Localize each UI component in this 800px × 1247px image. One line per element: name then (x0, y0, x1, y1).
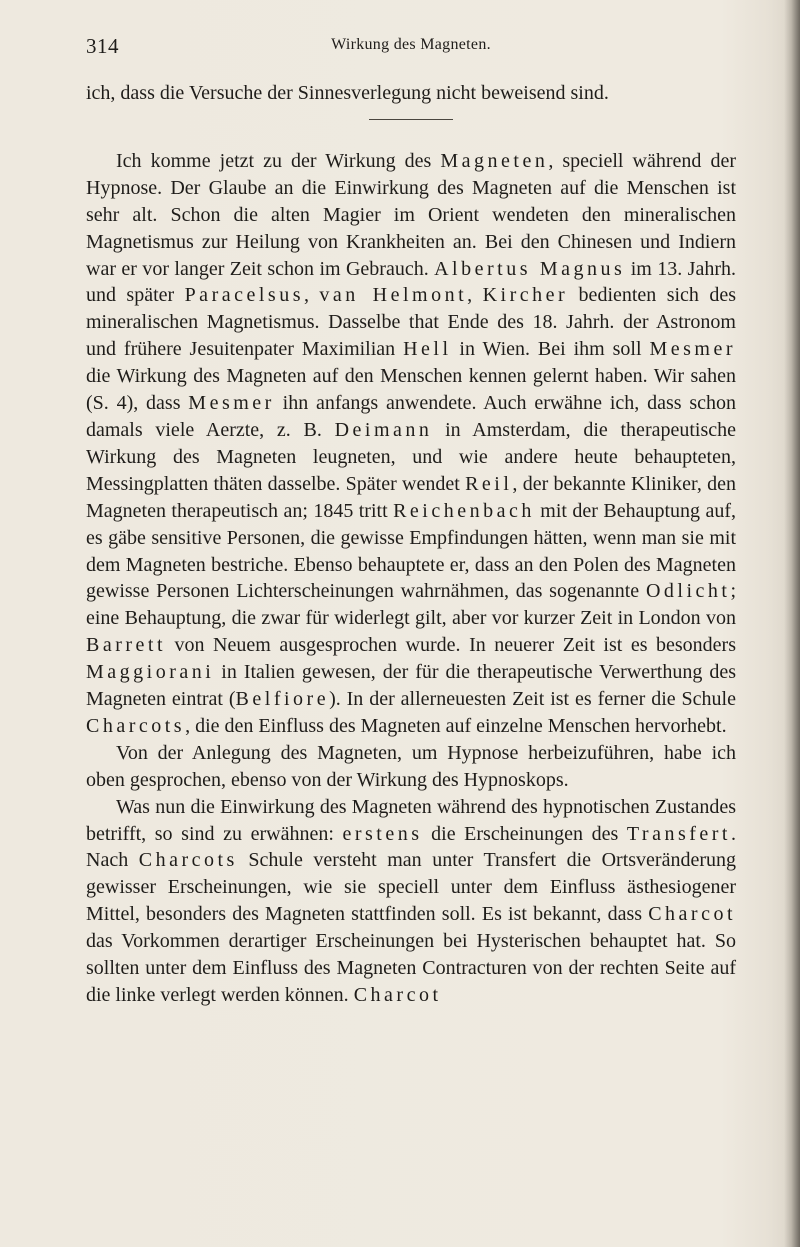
text-run: ). In der allerneuesten Zeit ist es ferner die Schule (329, 688, 736, 711)
name-charcots: Charcots (138, 849, 238, 872)
term-odlicht: Odlicht (645, 580, 731, 603)
text-run: , (303, 284, 320, 307)
name-paracelsus: Paracelsus (184, 284, 304, 307)
text-run: in Italien gewesen, der für die therapeutische Verwerthung des Magneten eintrat ( (86, 661, 736, 711)
term-erstens: erstens (342, 822, 423, 845)
text-run: , der bekannte Kliniker, den Magneten therapeutisch an; 1845 tritt (86, 472, 736, 522)
paragraph-1: ich, dass die Versuche der Sinnesverlegung nicht beweisend sind. (86, 82, 609, 104)
page-number: 314 (86, 34, 119, 58)
name-reichenbach: Reichenbach (393, 499, 535, 522)
text-run: , die den Einfluss des Magneten auf einzelne Menschen hervorhebt. (185, 714, 727, 737)
body-text (86, 80, 736, 1009)
name-barrett: Barrett (86, 634, 167, 657)
spaced-term-magneten: Magneten (440, 149, 549, 172)
text-run: mit der Behauptung auf, es gäbe sensitive Personen, die gewisse Empfindungen hätten, wenn man sie mit dem Magneten bestriche. Ebenso behauptete er, dass an den Polen des Magneten gewisse Personen Lichterscheinungen wahrnähmen, das sogenannte (86, 499, 736, 603)
name-charcots: Charcots (86, 714, 186, 737)
name-van-helmont: van Helmont (319, 284, 468, 307)
name-kircher: Kircher (482, 284, 569, 307)
running-head: Wirkung des Magneten. (331, 36, 491, 53)
name-deimann: Deimann (334, 418, 433, 441)
text-run: ihn anfangs anwendete. Auch erwähne ich, dass schon damals viele Aerzte, z. B. (86, 392, 737, 441)
text-run: die Erscheinungen des (422, 822, 627, 845)
text-run: , (467, 284, 483, 307)
name-albertus-magnus: Albertus Magnus (434, 257, 626, 280)
text-run: Was nun die Einwirkung des Magneten während des hypnotischen Zustandes betrifft, so sind zu erwähnen: (86, 795, 736, 845)
paragraph-4 (86, 794, 736, 1009)
paragraph-2 (86, 148, 736, 740)
text-run: in Wien. Bei ihm soll (451, 338, 650, 361)
section-divider (369, 119, 453, 120)
page-header (86, 34, 736, 60)
text-run: von Neuem ausgesprochen wurde. In neuerer Zeit ist es besonders (166, 634, 736, 657)
name-charcot: Charcot (353, 984, 442, 1006)
name-mesmer: Mesmer (649, 338, 736, 361)
text-run: bedienten sich des mineralischen Magnetismus. Dasselbe that Ende des 18. Jahrh. der Astronom und frühere Jesuitenpater Maximilian (86, 284, 736, 361)
name-maggiorani: Maggiorani (86, 661, 215, 684)
text-run: Schule versteht man unter Transfert die Ortsveränderung gewisser Erscheinungen, wie sie speciell unter dem Einfluss ästhesiogener Mittel, besonders des Magneten stattfinden soll. Es ist bekannt, dass (86, 849, 736, 926)
name-hell: Hell (403, 338, 452, 361)
text-run: das Vorkommen derartiger Erscheinungen bei Hysterischen behauptet hat. So sollten unter dem Einfluss des Magneten Contracturen von der rechten Seite auf die linke verlegt werden können. (86, 930, 736, 1006)
text-run: , speciell während der Hypnose. Der Glaube an die Einwirkung des Magneten auf die Menschen ist sehr alt. Schon die alten Magier im Orient wendeten den mineralischen Magnetismus zur Heilung von Krankheiten an. Bei den Chinesen und Indiern war er vor langer Zeit schon im Gebrauch. (86, 149, 736, 280)
paragraph-3: Von der Anlegung des Magneten, um Hypnose herbeizuführen, habe ich oben gesprochen, ebenso von der Wirkung des Hypnoskops. (86, 741, 736, 791)
text-run: . Nach (86, 822, 736, 872)
page-edge-shadow (784, 0, 800, 1247)
name-charcot: Charcot (648, 903, 736, 926)
text-run: ; eine Behauptung, die zwar für widerlegt gilt, aber vor kurzer Zeit in London von (86, 580, 736, 630)
text-run: Ich komme jetzt zu der Wirkung des (116, 149, 441, 172)
name-reil: Reil (465, 472, 513, 495)
term-transfert: Transfert (626, 822, 731, 845)
name-mesmer: Mesmer (188, 392, 275, 415)
text-run: im 13. Jahrh. und später (86, 257, 736, 307)
name-belfiore: Belfiore (235, 688, 330, 711)
text-run: in Amsterdam, die therapeutische Wirkung des Magneten leugneten, und wie andere heute behaupteten, Messingplatten thäten dasselbe. Später wendet (86, 418, 737, 495)
text-run: die Wirkung des Magneten auf den Menschen kennen gelernt haben. Wir sahen (S. 4), dass (86, 365, 736, 415)
